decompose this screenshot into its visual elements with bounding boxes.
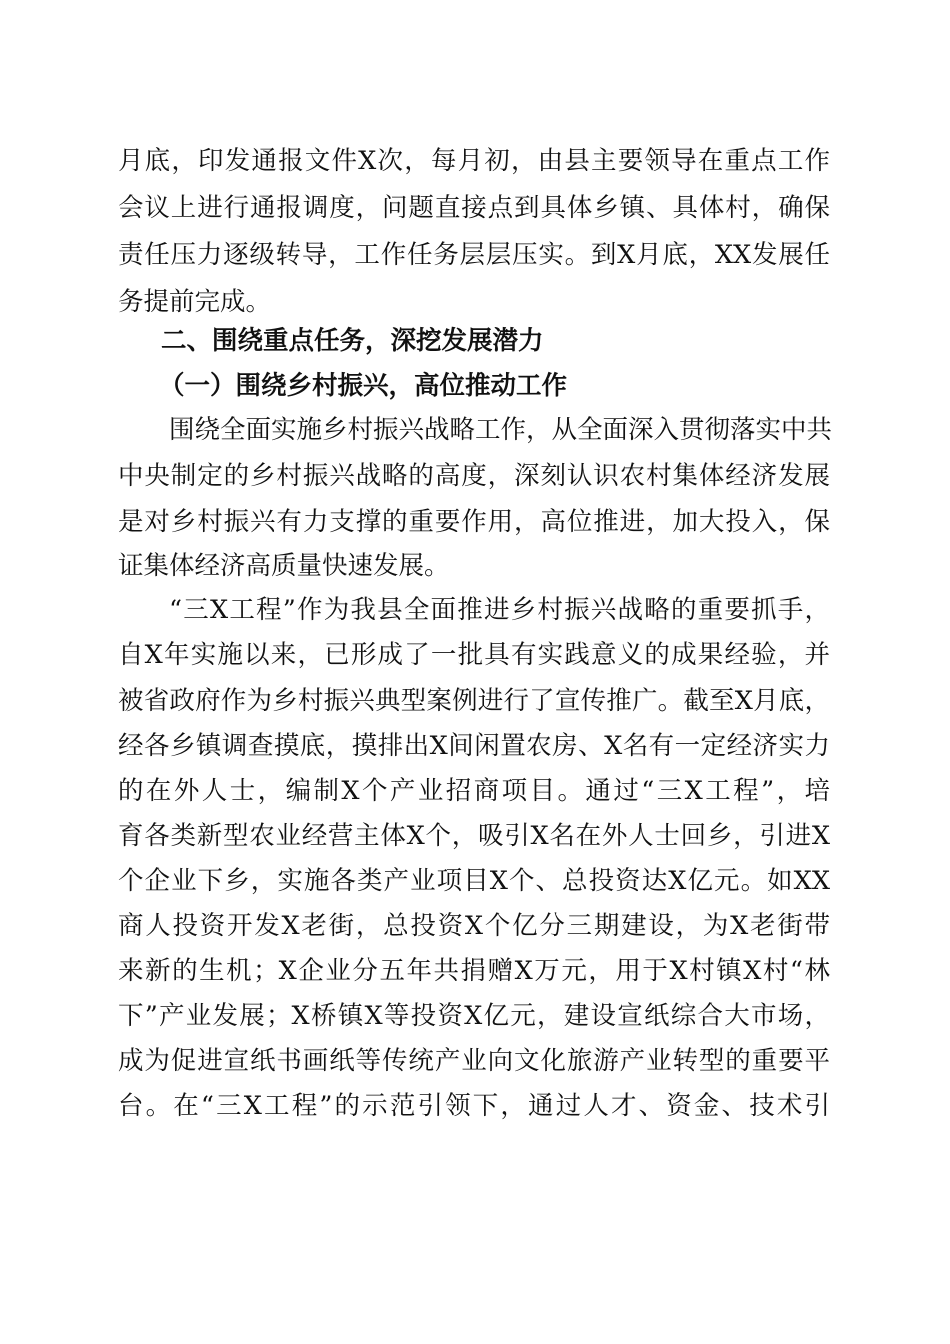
paragraph-1-line-1: 月底，印发通报文件X次，每月初，由县主要领导在重点工作 (118, 146, 830, 176)
paragraph-2-line-2: 中央制定的乡村振兴战略的高度，深刻认识农村集体经济发展 (118, 461, 830, 491)
section-heading-2: 二、围绕重点任务，深挖发展潜力 (161, 326, 544, 356)
paragraph-3-line-2: 自X年实施以来，已形成了一批具有实践意义的成果经验，并 (118, 640, 830, 670)
paragraph-1-line-4: 务提前完成。 (118, 287, 272, 317)
paragraph-3-line-9: 来新的生机；X企业分五年共捐赠X万元，用于X村镇X村“林 (118, 956, 830, 986)
paragraph-2-line-1: 围绕全面实施乡村振兴战略工作，从全面深入贯彻落实中共 (169, 415, 833, 445)
paragraph-3-line-8: 商人投资开发X老街，总投资X个亿分三期建设，为X老街带 (118, 911, 830, 941)
paragraph-2-line-4: 证集体经济高质量快速发展。 (118, 551, 450, 581)
paragraph-3-line-6: 育各类新型农业经营主体X个，吸引X名在外人士回乡，引进X (118, 821, 830, 851)
paragraph-3-line-1: “三X工程”作为我县全面推进乡村振兴战略的重要抓手， (169, 595, 830, 625)
paragraph-3-line-7: 个企业下乡，实施各类产业项目X个、总投资达X亿元。如XX (118, 866, 830, 896)
paragraph-1-line-2: 会议上进行通报调度，问题直接点到具体乡镇、具体村，确保 (118, 193, 830, 223)
paragraph-3-line-12: 台。在“三X工程”的示范引领下，通过人才、资金、技术引 (118, 1091, 830, 1121)
paragraph-3-line-4: 经各乡镇调查摸底，摸排出X间闲置农房、X名有一定经济实力 (118, 731, 830, 761)
paragraph-1-line-3: 责任压力逐级转导，工作任务层层压实。到X月底，XX发展任 (118, 240, 830, 270)
paragraph-3-line-5: 的在外人士，编制X个产业招商项目。通过“三X工程”，培 (118, 776, 830, 806)
subheading-1: （一）围绕乡村振兴，高位推动工作 (159, 371, 568, 401)
paragraph-3-line-3: 被省政府作为乡村振兴典型案例进行了宣传推广。截至X月底， (118, 686, 830, 716)
paragraph-3-line-10: 下”产业发展；X桥镇X等投资X亿元，建设宣纸综合大市场， (118, 1001, 830, 1031)
paragraph-3-line-11: 成为促进宣纸书画纸等传统产业向文化旅游产业转型的重要平 (118, 1046, 830, 1076)
paragraph-2-line-3: 是对乡村振兴有力支撑的重要作用，高位推进，加大投入，保 (118, 507, 830, 537)
